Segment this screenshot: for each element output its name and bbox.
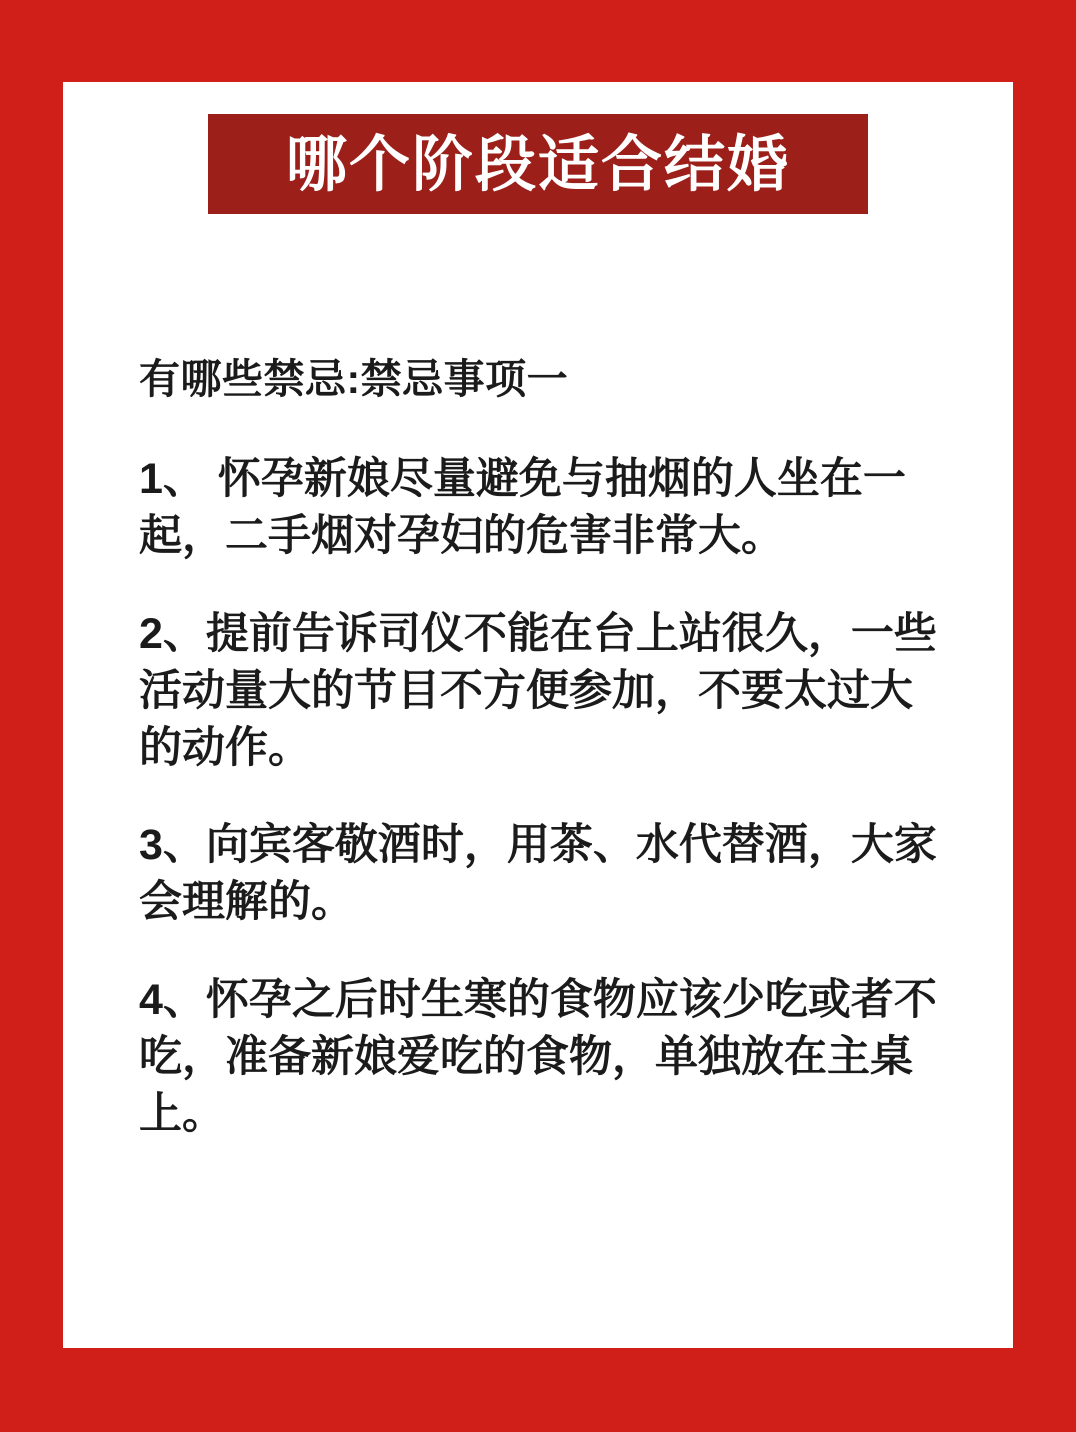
content-area — [139, 354, 949, 1143]
paragraph-1: 1、 怀孕新娘尽量避免与抽烟的人坐在一起，二手烟对孕妇的危害非常大。 — [139, 455, 906, 561]
paragraph-3: 3、向宾客敬酒时，用茶、水代替酒，大家会理解的。 — [139, 821, 937, 927]
page-title: 哪个阶段适合结婚 — [285, 129, 790, 198]
paragraph-2: 2、提前告诉司仪不能在台上站很久，一些活动量大的节目不方便参加，不要太过大的动作。 — [139, 609, 937, 772]
paragraph-4: 4、怀孕之后时生寒的食物应该少吃或者不吃，准备新娘爱吃的食物，单独放在主桌上。 — [139, 975, 937, 1138]
section-subtitle: 有哪些禁忌:禁忌事项一 — [139, 356, 569, 402]
title-banner — [208, 114, 868, 214]
poster-card — [63, 82, 1013, 1348]
